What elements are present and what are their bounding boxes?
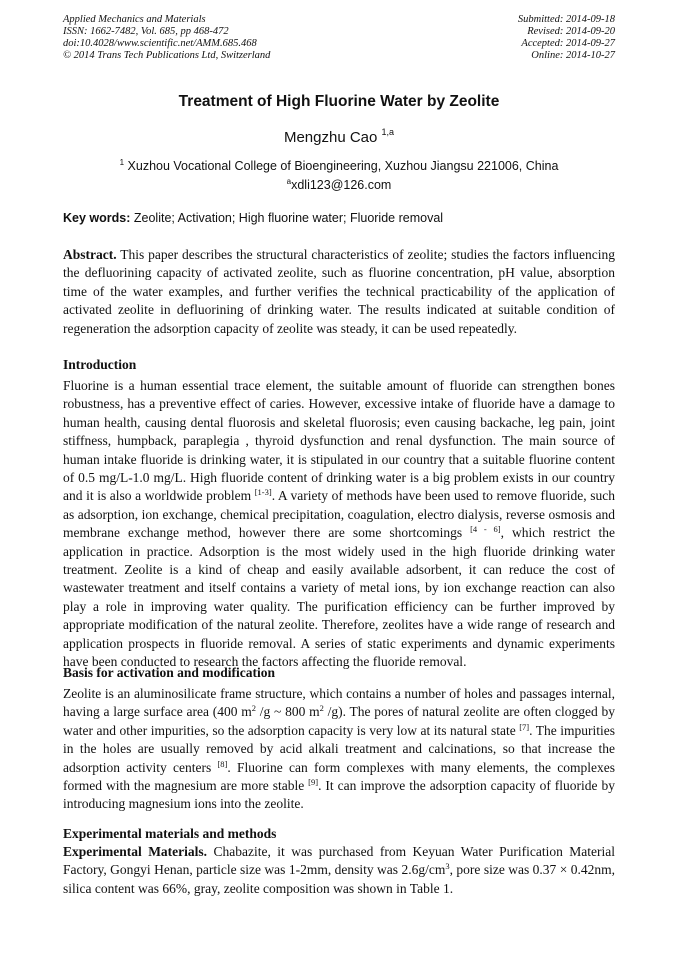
experimental-heading: Experimental materials and methods (63, 826, 277, 841)
citation-9: [9] (308, 777, 319, 788)
author-name: Mengzhu Cao (283, 129, 378, 146)
citation-7: [7] (519, 721, 530, 732)
affiliation-text: Xuzhou Vocational College of Bioengineering, Xuzhou Jiangsu 221006, China (127, 159, 559, 173)
intro-text-3: , which restrict the application in practice. Adsorption is the most widely used in the high fluoride drinking water treatment. Zeolite is a kind of cheap and easily available adsorbent, it can reduce the cost of wastewater treatment and itself contains a variety of metal ions, by ion exchange reaction can also play a role in improving water quality. The purification efficiency can be further improved by appropriate modification of the natural zeolite. Therefore, zeolites have a wide range of research and application prospects in fluoride removal. A series of static experiments and dynamic experiments have been conducted to research the factors affecting the fluoride removal. (63, 525, 616, 670)
submitted-date: Submitted: 2014-09-18 (517, 14, 615, 25)
basis-text-3: /g). The pores of natural zeolite are often clogged by water and other impurities, so the adsorption capacity is very low at its natural state (63, 704, 615, 738)
email-line (0, 177, 678, 192)
keywords (63, 211, 615, 225)
publication-dates (518, 14, 615, 62)
intro-text-2: . A variety of methods have been used to remove fluoride, such as adsorption, ion exchange, chemical precipitation, coagulation, electro dialysis, reverse osmosis and membrane exchange method, however there are some shortcomings (63, 488, 615, 541)
online-date: Online: 2014-10-27 (531, 50, 615, 61)
journal-info (63, 14, 270, 62)
keywords-text: Zeolite; Activation; High fluorine water; Fluoride removal (133, 211, 444, 225)
paper-title: Treatment of High Fluorine Water by Zeolite (178, 93, 500, 110)
intro-text-1: Fluorine is a human essential trace element, the suitable amount of fluoride can strengthen bones robustness, has a preventive effect of caries. However, excessive intake of fluoride have a damage to human health, causing dental fluorosis and skeletal fluorosis; even causing backache, leg pain, joint stiffness, humpback, paraplegia , thyroid dysfunction and renal dysfunction. The main source of human intake fluoride is drinking water, it is stipulated in our country that a suitable fluorine content of 0.5 mg/L-1.0 mg/L. High fluoride content of drinking water is a big problem exists in our country and it is also a worldwide problem (63, 378, 615, 504)
author-superscript: 1,a (381, 127, 395, 137)
introduction-heading: Introduction (63, 357, 137, 372)
keywords-label: Key words: (63, 211, 131, 225)
basis-text-6: . It can improve the adsorption capacity of fluoride by introducing magnesium ions into the zeolite. (63, 778, 615, 812)
introduction-paragraph (63, 377, 615, 672)
experimental-text-1: Chabazite, it was purchased from Keyuan Water Purification Material Factory, Gongyi Henan, particle size was 1-2mm, density was 2.6g/cm (63, 844, 616, 878)
experimental-text-2: , pore size was 0.37 × 0.42nm, silica content was 66%, gray, zeolite composition was shown in Table 1. (63, 862, 615, 896)
experimental-materials-label: Experimental Materials. (63, 844, 208, 859)
affiliation (0, 158, 678, 173)
superscript-2: 2 (251, 703, 256, 714)
basis-text-1: Zeolite is an aluminosilicate frame structure, which contains a number of holes and passages internal, having a large surface area (400 m (63, 686, 615, 720)
doi-line: doi:10.4028/www.scientific.net/AMM.685.468 (63, 38, 257, 49)
basis-paragraph (63, 685, 615, 814)
email-superscript: a (286, 177, 292, 186)
superscript-2b: 2 (319, 703, 324, 714)
abstract (63, 246, 615, 338)
basis-heading: Basis for activation and modification (63, 665, 276, 680)
experimental-paragraph (63, 843, 615, 898)
journal-name: Applied Mechanics and Materials (63, 14, 206, 25)
author-line (0, 127, 678, 146)
citation-1-3: [1-3] (254, 487, 272, 498)
basis-text-5: . Fluorine can form complexes with many elements, the complexes formed with the magnesium are more stable (63, 759, 615, 794)
affiliation-superscript: 1 (119, 158, 125, 167)
abstract-label: Abstract. (63, 247, 117, 262)
citation-8: [8] (217, 758, 228, 769)
accepted-date: Accepted: 2014-09-27 (521, 38, 615, 49)
revised-date: Revised: 2014-09-20 (527, 26, 615, 37)
email-address[interactable]: xdli123@126.com (291, 178, 392, 192)
copyright-line: © 2014 Trans Tech Publications Ltd, Switzerland (63, 50, 271, 61)
superscript-3: 3 (445, 861, 450, 872)
basis-text-2: /g ~ 800 m (256, 704, 320, 720)
abstract-text: This paper describes the structural characteristics of zeolite; studies the factors influencing the defluorining capacity of activated zeolite, such as fluorine concentration, pH value, absorption time of the water examples, and further verifies the technical practicability of the application of activated zeolite in defluorining of drinking water. The results indicated at suitable condition of regeneration the adsorption capacity of zeolite was steady, it can be used repeatedly. (63, 247, 615, 336)
issn-line: ISSN: 1662-7482, Vol. 685, pp 468-472 (63, 26, 229, 37)
citation-4-6: [4 - 6] (470, 524, 501, 535)
basis-text-4: . The impurities in the holes are usually removed by acid alkali treatment and calcinations, so that increase the adsorption activity centers (63, 722, 615, 775)
